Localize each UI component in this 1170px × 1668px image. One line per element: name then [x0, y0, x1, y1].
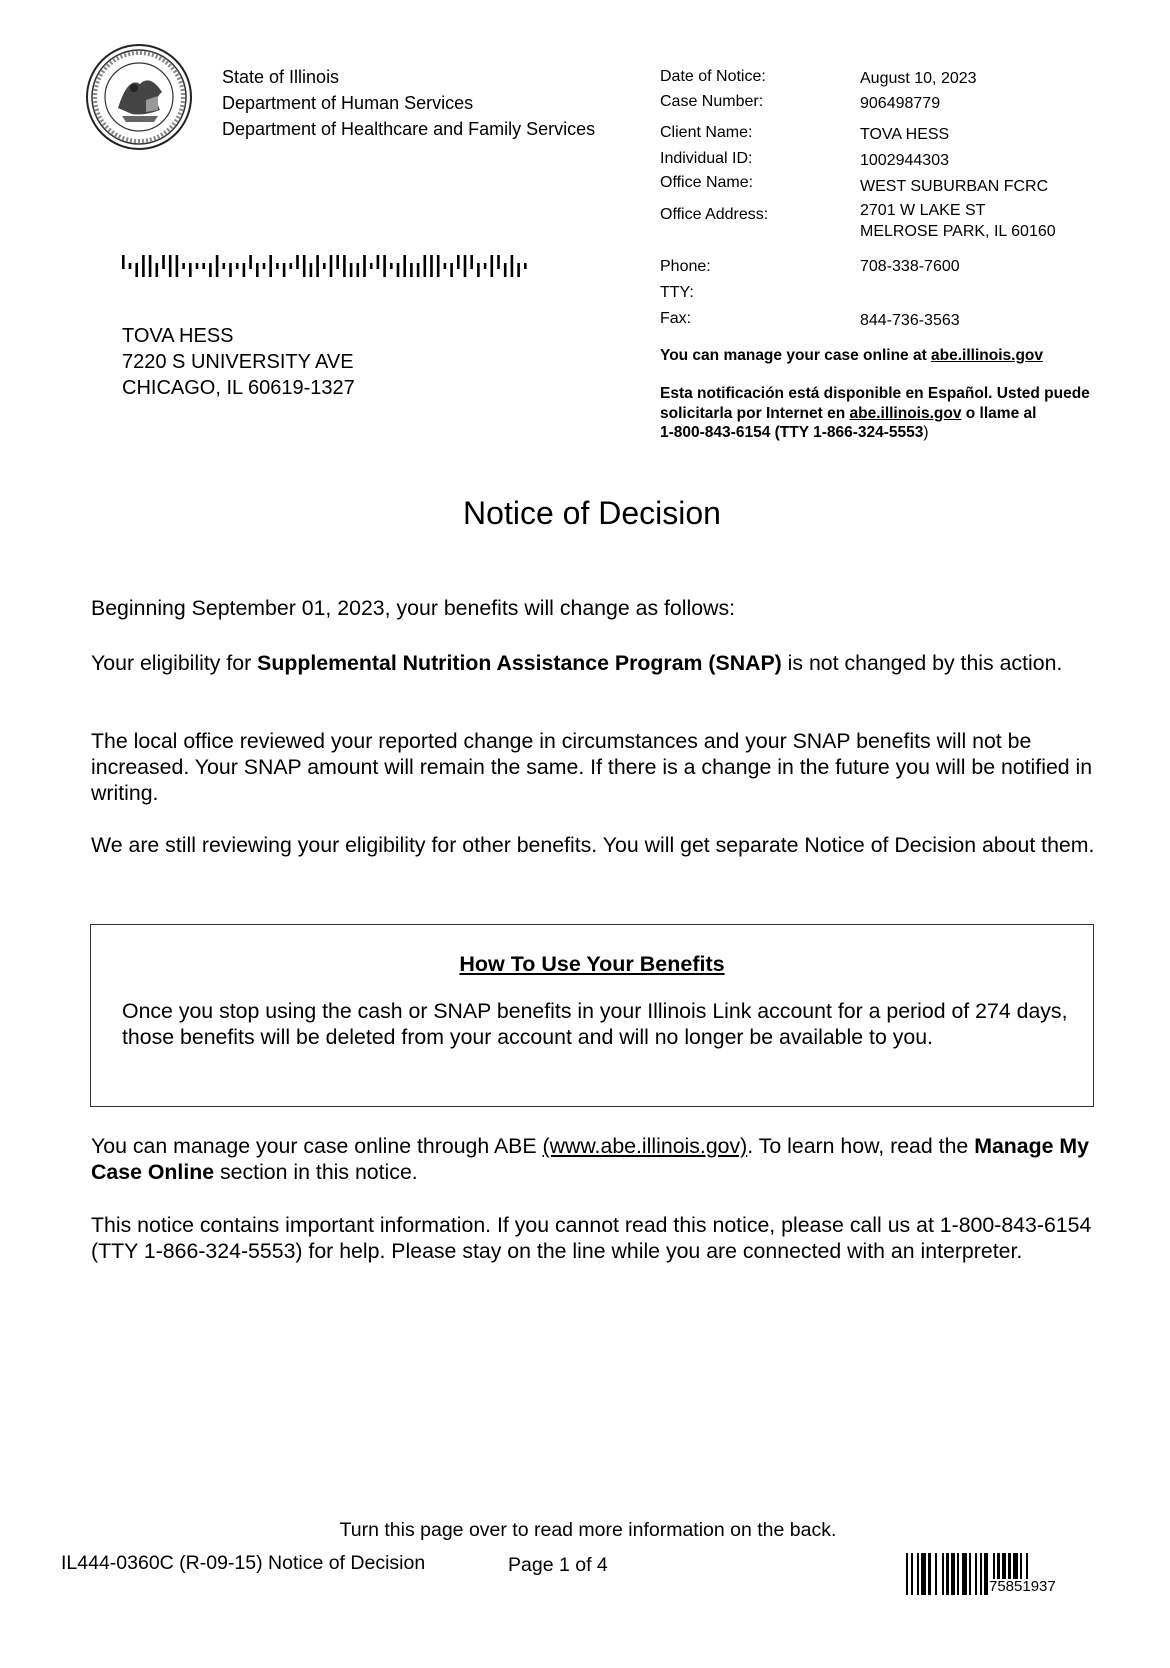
- online-management-notice: [660, 347, 1043, 365]
- page-title: Notice of Decision: [463, 495, 721, 531]
- document-barcode: [906, 1553, 1158, 1595]
- paragraph-benefits-change: Beginning September 01, 2023, your benefits will change as follows:: [91, 596, 736, 620]
- fax-label: Fax:: [660, 310, 692, 327]
- client-name-value: TOVA HESS: [860, 126, 950, 143]
- abe-website-link[interactable]: (www.abe.illinois.gov): [542, 1134, 748, 1158]
- p5-prefix: You can manage your case online through ABE: [91, 1134, 543, 1158]
- turn-page-instruction: [0, 1519, 1170, 1542]
- paragraph-snap-eligibility: [91, 650, 1101, 676]
- phone-value: 708-338-7600: [860, 258, 960, 275]
- case-number-label: Case Number:: [660, 93, 764, 110]
- agency-header: [222, 64, 595, 142]
- individual-id-label: Individual ID:: [660, 150, 753, 167]
- recipient-address: [122, 323, 355, 401]
- spanish-notice-line2: [660, 404, 1090, 424]
- office-name-label: Office Name:: [660, 174, 754, 191]
- p2-suffix: is not changed by this action.: [781, 651, 1063, 675]
- turn-page-text: Turn this page over to read more information on the back.: [339, 1519, 837, 1541]
- how-to-use-benefits-title: How To Use Your Benefits: [459, 952, 725, 976]
- form-identifier: IL444-0360C (R-09-15) Notice of Decision: [61, 1552, 426, 1574]
- how-to-use-benefits-text: Once you stop using the cash or SNAP benefits in your Illinois Link account for a period of 274 days, those benefits will be deleted from your account and will no longer be available to you.: [122, 999, 1068, 1049]
- case-number-value: 906498779: [860, 95, 941, 112]
- spanish-notice: [660, 384, 1090, 443]
- agency-line-hfs: Department of Healthcare and Family Services: [222, 119, 596, 139]
- online-notice-text: You can manage your case online at: [660, 347, 932, 364]
- spanish-line3-close: ): [923, 424, 929, 441]
- recipient-name: TOVA HESS: [122, 325, 234, 347]
- abe-link[interactable]: abe.illinois.gov: [931, 347, 1044, 364]
- date-of-notice-label: Date of Notice:: [660, 68, 766, 85]
- spanish-abe-link[interactable]: abe.illinois.gov: [849, 404, 962, 422]
- postal-barcode-icon: [122, 255, 532, 277]
- recipient-city-line: CHICAGO, IL 60619-1327: [122, 377, 355, 399]
- paragraph-important-information: This notice contains important information. If you cannot read this notice, please call us at 1-800-843-6154 (TTY 1-866-324-5553) for help. Please stay on the line while you are connected with an interpreter.: [91, 1213, 1092, 1263]
- office-name-value: WEST SUBURBAN FCRC: [860, 178, 1049, 195]
- p5-suffix: section in this notice.: [214, 1160, 418, 1184]
- agency-line-dhs: Department of Human Services: [222, 93, 474, 113]
- phone-label: Phone:: [660, 258, 711, 275]
- spanish-line3-text: 1-800-843-6154 (TTY 1-866-324-5553: [660, 424, 924, 441]
- paragraph-manage-online: [91, 1133, 1101, 1185]
- office-address-line1: 2701 W LAKE ST: [860, 202, 986, 219]
- barcode-number: 75851937: [989, 1578, 1056, 1595]
- snap-program-name: Supplemental Nutrition Assistance Program (SNAP): [257, 651, 782, 675]
- paragraph-other-benefits: We are still reviewing your eligibility for other benefits. You will get separate Notice of Decision about them.: [91, 833, 1095, 857]
- spanish-line2-prefix: solicitarla por Internet en: [660, 404, 850, 422]
- office-address-value: [860, 200, 1056, 242]
- p5-mid: . To learn how, read the: [747, 1134, 975, 1158]
- recipient-street: 7220 S UNIVERSITY AVE: [122, 351, 354, 373]
- tty-label: TTY:: [660, 284, 694, 301]
- spanish-line2-suffix: o llame al: [961, 404, 1037, 422]
- individual-id-value: 1002944303: [860, 152, 949, 169]
- office-address-line2: MELROSE PARK, IL 60160: [860, 223, 1056, 240]
- spanish-notice-line3: [660, 423, 1090, 443]
- client-name-label: Client Name:: [660, 124, 753, 141]
- agency-line-state: State of Illinois: [222, 67, 340, 87]
- page-number: Page 1 of 4: [508, 1554, 608, 1576]
- spanish-notice-line1: Esta notificación está disponible en Español. Usted puede: [660, 385, 1090, 402]
- paragraph-office-review: The local office reviewed your reported change in circumstances and your SNAP benefits will not be increased. Your SNAP amount will remain the same. If there is a change in the future you will be notified in writing.: [91, 729, 1093, 805]
- office-address-label: Office Address:: [660, 206, 769, 223]
- manage-my-case-online-section: Manage My Case Online: [91, 1134, 1089, 1184]
- state-seal-icon: [86, 44, 192, 150]
- fax-value: 844-736-3563: [860, 312, 960, 329]
- p2-prefix: Your eligibility for: [91, 651, 258, 675]
- how-to-use-benefits-box: [90, 924, 1094, 1107]
- date-of-notice-value: August 10, 2023: [860, 70, 977, 87]
